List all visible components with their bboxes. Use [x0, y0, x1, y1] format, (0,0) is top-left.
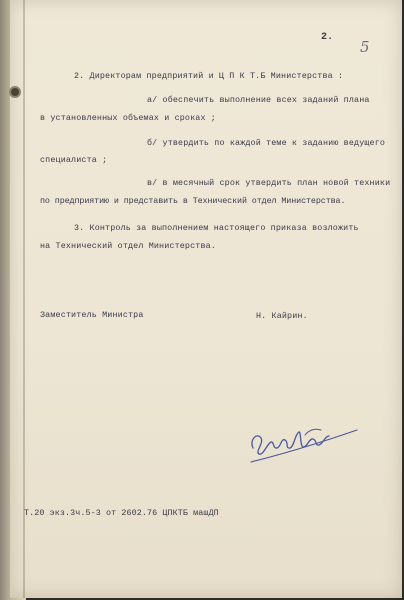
- handwritten-signature: [245, 418, 365, 468]
- punch-hole: [11, 88, 19, 96]
- item-2c: в/ в месячный срок утвердить план новой техники: [147, 178, 391, 188]
- item-3: 3. Контроль за выполнением настоящего приказа возложить: [74, 223, 359, 233]
- signatory-name: Н. Кайрин.: [256, 311, 308, 321]
- item-2a: а/ обеспечить выполнение всех заданий плана: [147, 95, 370, 105]
- page-number: 2.: [321, 32, 334, 43]
- document-page: [10, 0, 402, 598]
- item-2c-continuation: по предприятию и представить в Технический отдел Министерства.: [40, 196, 346, 206]
- item-2a-continuation: в установленных объемах и сроках ;: [40, 113, 216, 123]
- item-2b: б/ утвердить по каждой теме к заданию ведущего: [147, 138, 386, 148]
- item-3-continuation: на Технический отдел Министерства.: [40, 241, 216, 251]
- footer-distribution-note: Т.20 экз.3ч.5-3 от 2602.76 ЦПКТБ машДП: [24, 508, 219, 518]
- item-2-heading: 2. Директорам предприятий и Ц П К Т.Б Министерства :: [74, 71, 344, 81]
- handwritten-page-mark: 5: [360, 38, 370, 56]
- signatory-title: Заместитель Министра: [40, 310, 144, 320]
- item-2b-continuation: специалиста ;: [40, 155, 108, 165]
